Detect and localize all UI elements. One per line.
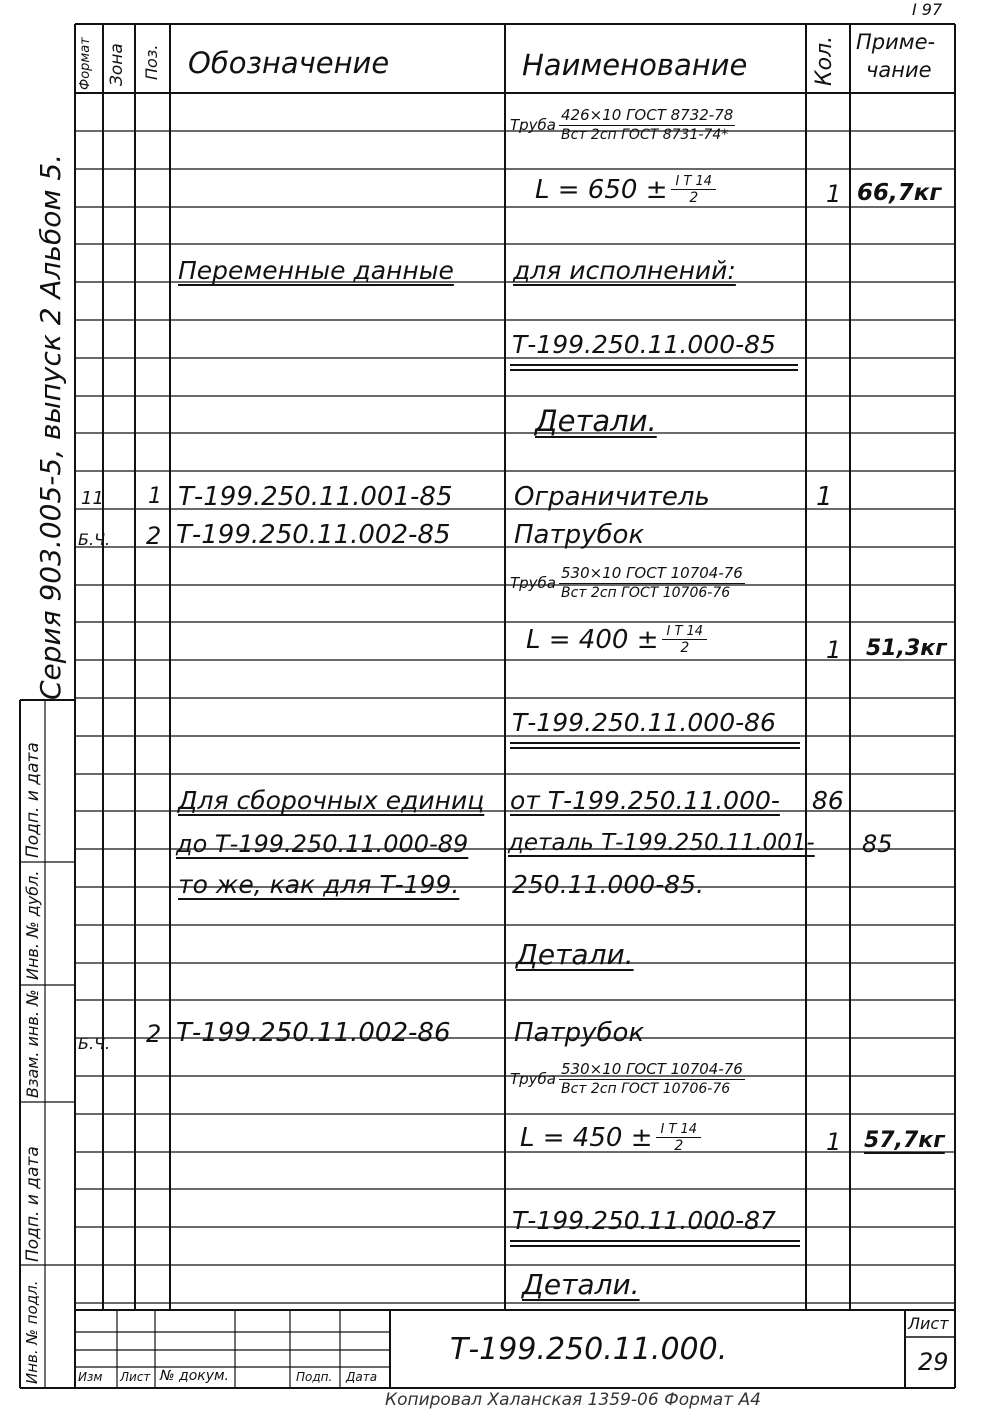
- length-spec-2: [526, 624, 707, 656]
- note-line-2c: 85: [862, 830, 893, 858]
- sheet-number: 29: [918, 1348, 949, 1376]
- note-line-1b: от Т-199.250.11.000-: [510, 786, 780, 815]
- item-1-name: Ограничитель: [514, 482, 710, 512]
- pipe-spec-3: [510, 1060, 745, 1097]
- quantity-2: 1: [826, 636, 842, 664]
- footer-copy-note: Копировал Халанская 1359-06 Формат А4: [385, 1390, 761, 1410]
- variant-87-underline-2: [510, 1245, 800, 1247]
- variant-85-underline-2: [510, 369, 798, 371]
- item-3-position: 2: [146, 1020, 162, 1048]
- stamp-sign-date-2: Подп. и дата: [23, 1146, 43, 1262]
- length-value: L = 650 ±: [535, 175, 668, 205]
- header-position: Поз.: [142, 44, 161, 80]
- tolerance-num: I T 14: [671, 174, 716, 190]
- title-label-sheet: Лист: [120, 1370, 151, 1384]
- item-2-designation: Т-199.250.11.002-85: [176, 520, 451, 550]
- variable-data-left: Переменные данные: [178, 256, 454, 285]
- tolerance-num: I T 14: [662, 624, 707, 640]
- pipe-steel: Вст 2сп ГОСТ 10706-76: [561, 585, 731, 601]
- pipe-spec-2: [510, 564, 745, 601]
- stamp-replace-inventory: Взам. инв. №: [23, 989, 42, 1098]
- title-label-signature: Подп.: [296, 1370, 333, 1384]
- tolerance-den: 2: [680, 640, 690, 656]
- sheet-label: Лист: [908, 1314, 949, 1333]
- header-format: Формат: [78, 37, 93, 90]
- length-spec-1: [535, 174, 716, 206]
- variant-87-underline: [510, 1240, 800, 1242]
- header-name: Наименование: [522, 48, 748, 82]
- tolerance-num: I T 14: [656, 1122, 701, 1138]
- item-3-name: Патрубок: [514, 1018, 645, 1048]
- item-2-position: 2: [146, 522, 162, 550]
- title-label-change: Изм: [78, 1370, 103, 1384]
- tolerance-den: 2: [689, 190, 699, 206]
- mass-2: 51,3кг: [866, 636, 947, 661]
- header-note-2: чание: [866, 58, 932, 82]
- pipe-steel: Вст 2сп ГОСТ 10706-76: [561, 1081, 731, 1097]
- mass-3: 57,7кг: [864, 1128, 945, 1153]
- pipe-prefix: Труба: [510, 573, 557, 592]
- note-line-3b: 250.11.000-85.: [512, 870, 704, 899]
- length-spec-3: [520, 1122, 701, 1154]
- item-3-format: Б.Ч.: [78, 1034, 111, 1053]
- corner-mark: I 97: [912, 0, 943, 19]
- item-1-quantity: 1: [816, 482, 833, 512]
- header-quantity: Кол.: [812, 35, 837, 86]
- length-value: L = 450 ±: [520, 1123, 653, 1153]
- item-3-designation: Т-199.250.11.002-86: [176, 1018, 451, 1048]
- header-designation: Обозначение: [188, 46, 390, 80]
- variant-86-underline-2: [510, 747, 800, 749]
- pipe-spec-1: [510, 106, 735, 143]
- note-line-3a: то же, как для Т-199.: [178, 870, 460, 899]
- stamp-sign-date-1: Подп. и дата: [23, 742, 43, 858]
- side-series-title: Серия 903.005-5, выпуск 2 Альбом 5.: [34, 153, 67, 700]
- variant-85-underline: [510, 364, 798, 366]
- item-1-designation: Т-199.250.11.001-85: [178, 482, 453, 512]
- document-number: Т-199.250.11.000.: [450, 1332, 728, 1367]
- stamp-dup-inventory: Инв. № дубл.: [23, 870, 42, 980]
- pipe-prefix: Труба: [510, 115, 557, 134]
- item-1-position: 1: [148, 484, 162, 509]
- item-2-name: Патрубок: [514, 520, 645, 550]
- variant-86: Т-199.250.11.000-86: [512, 708, 776, 737]
- tolerance-den: 2: [674, 1138, 684, 1154]
- title-label-document: № докум.: [160, 1368, 230, 1384]
- pipe-steel: Вст 2сп ГОСТ 8731-74*: [561, 127, 729, 143]
- note-line-1a: Для сборочных единиц: [178, 786, 485, 815]
- pipe-size: 426×10 ГОСТ 8732-78: [561, 106, 734, 124]
- stamp-original-inventory: Инв. № подл.: [23, 1280, 41, 1384]
- header-note-1: Приме-: [856, 30, 936, 54]
- variant-85: Т-199.250.11.000-85: [512, 330, 776, 359]
- item-1-format: 11: [81, 488, 104, 509]
- title-label-date: Дата: [346, 1370, 378, 1384]
- pipe-prefix: Труба: [510, 1069, 557, 1088]
- variant-86-underline: [510, 742, 800, 744]
- note-line-1c: 86: [812, 786, 844, 815]
- details-heading-1: Детали.: [535, 404, 657, 438]
- quantity-3: 1: [826, 1128, 842, 1156]
- details-heading-2: Детали.: [516, 938, 634, 971]
- note-line-2b: деталь Т-199.250.11.001-: [508, 830, 815, 856]
- details-heading-3: Детали.: [522, 1268, 640, 1301]
- item-2-format: Б.Ч.: [78, 530, 111, 549]
- pipe-size: 530×10 ГОСТ 10704-76: [561, 1060, 743, 1078]
- pipe-size: 530×10 ГОСТ 10704-76: [561, 564, 743, 582]
- header-zone: Зона: [107, 43, 127, 86]
- length-value: L = 400 ±: [526, 625, 659, 655]
- note-line-2a: до Т-199.250.11.000-89: [176, 830, 469, 858]
- quantity-1: 1: [826, 180, 842, 208]
- variable-data-right: для исполнений:: [513, 256, 736, 285]
- mass-1: 66,7кг: [857, 180, 942, 206]
- variant-87: Т-199.250.11.000-87: [512, 1206, 776, 1235]
